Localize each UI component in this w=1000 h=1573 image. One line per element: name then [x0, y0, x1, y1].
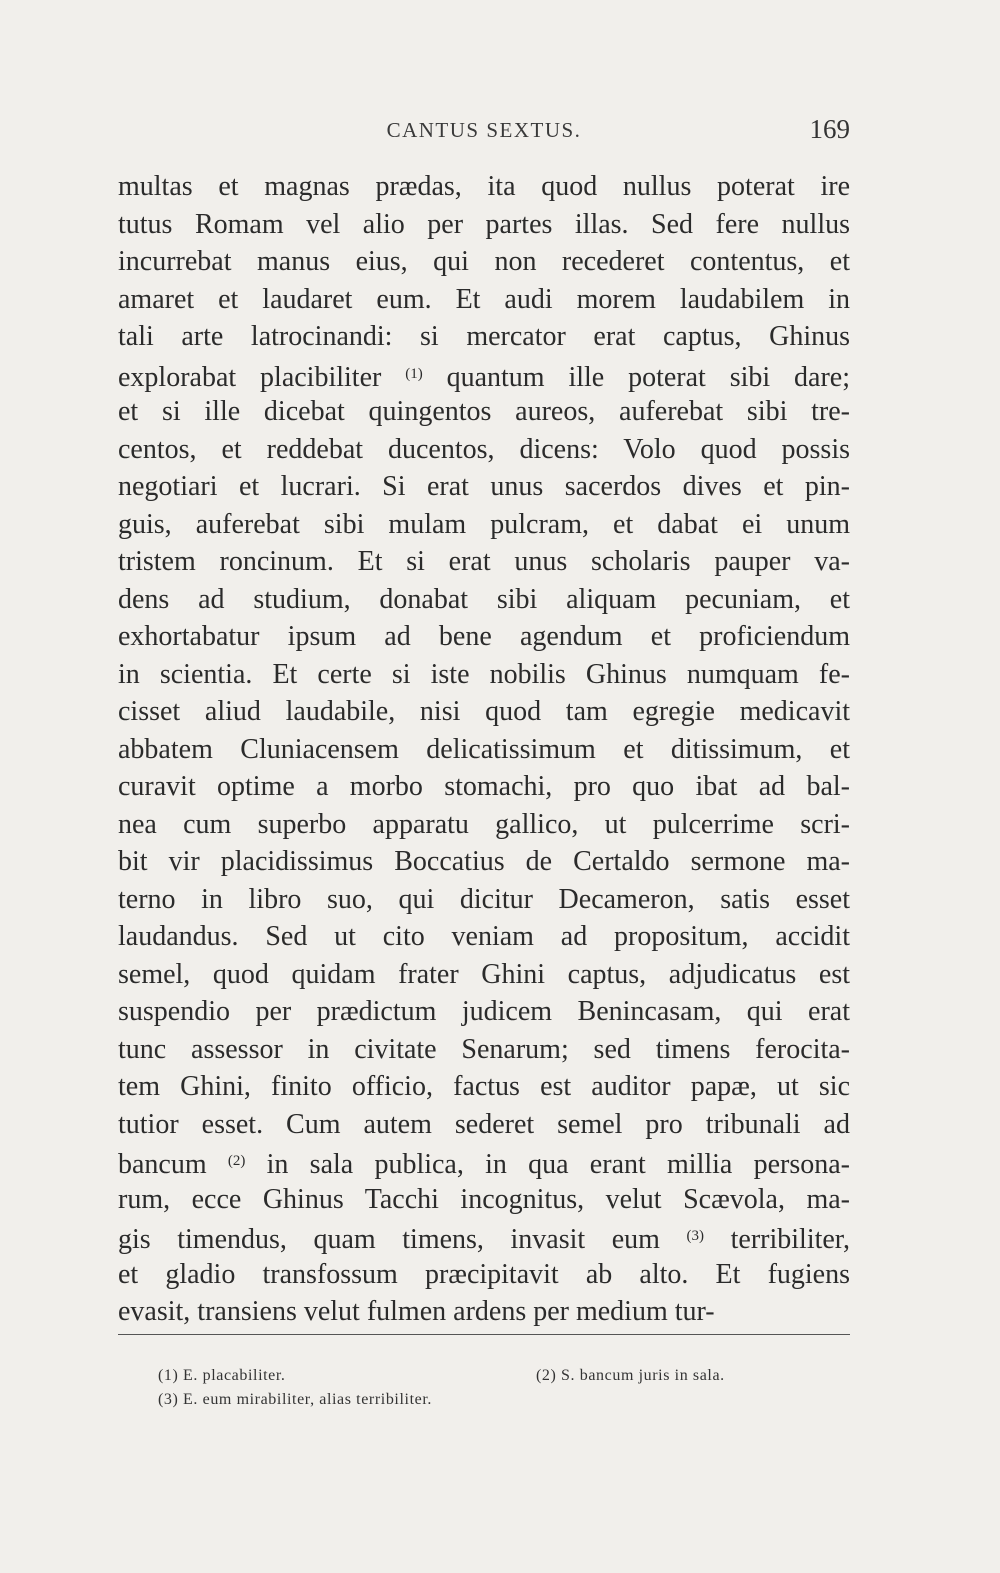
text-line: tunc assessor in civitate Senarum; sed timens ferocita-	[118, 1033, 850, 1065]
footnote-2: (2) S. bancum juris in sala.	[536, 1367, 725, 1384]
text-line: tristem roncinum. Et si erat unus scholaris pauper va-	[118, 546, 850, 577]
text-line: dens ad studium, donabat sibi aliquam pecuniam, et	[118, 583, 850, 615]
footnote-3: (3) E. eum mirabiliter, alias terribiliter.	[158, 1391, 432, 1408]
footnote-row	[158, 1364, 808, 1388]
text-line: tutus Romam vel alio per partes illas. Sed fere nullus	[118, 208, 850, 240]
text-line: centos, et reddebat ducentos, dicens: Volo quod possis	[118, 433, 850, 465]
text-line: exhortabatur ipsum ad bene agendum et proficiendum	[118, 621, 850, 652]
footnotes	[158, 1364, 808, 1412]
text-line: amaret et laudaret eum. Et audi morem laudabilem in	[118, 283, 850, 315]
text-line: tali arte latrocinandi: si mercator erat captus, Ghinus	[118, 321, 850, 352]
text-line: curavit optime a morbo stomachi, pro quo ibat ad bal-	[118, 771, 850, 802]
body-text	[118, 168, 850, 1331]
text-line: negotiari et lucrari. Si erat unus sacerdos dives et pin-	[118, 471, 850, 502]
text-line: abbatem Cluniacensem delicatissimum et ditissimum, et	[118, 733, 850, 765]
text-line	[118, 1143, 850, 1181]
text-line: in scientia. Et certe si iste nobilis Ghinus numquam fe-	[118, 658, 850, 690]
page-number: 169	[809, 114, 850, 144]
text-line: rum, ecce Ghinus Tacchi incognitus, velut Scævola, ma-	[118, 1183, 850, 1215]
text-line: semel, quod quidam frater Ghini captus, adjudicatus est	[118, 958, 850, 990]
text-line: nea cum superbo apparatu gallico, ut pulcerrime scri-	[118, 808, 850, 840]
text-line: terno in libro suo, qui dicitur Decameron, satis esset	[118, 883, 850, 915]
text-line: suspendio per prædictum judicem Benincasam, qui erat	[118, 996, 850, 1027]
running-title: CANTUS SEXTUS.	[386, 118, 582, 142]
footnote-ref-1: (1)	[405, 365, 423, 382]
text-line	[118, 1218, 850, 1256]
text-segment: bancum	[118, 1149, 207, 1180]
text-line: bit vir placidissimus Boccatius de Certaldo sermone ma-	[118, 846, 850, 877]
text-line: tutior esset. Cum autem sederet semel pro tribunali ad	[118, 1108, 850, 1140]
text-line: evasit, transiens velut fulmen ardens per medium tur-	[118, 1296, 715, 1327]
text-line: incurrebat manus eius, qui non recederet contentus, et	[118, 246, 850, 277]
footnote-row	[158, 1388, 808, 1412]
text-line: multas et magnas prædas, ita quod nullus poterat ire	[118, 171, 850, 202]
text-line: et gladio transfossum præcipitavit ab alto. Et fugiens	[118, 1258, 850, 1290]
text-segment: explorabat placibiliter	[118, 361, 382, 393]
footnote-divider	[118, 1334, 850, 1335]
text-line: laudandus. Sed ut cito veniam ad propositum, accidit	[118, 921, 850, 952]
footnote-ref-3: (3)	[686, 1228, 705, 1244]
text-line: tem Ghini, finito officio, factus est auditor papæ, ut sic	[118, 1071, 850, 1102]
text-line: cisset aliud laudabile, nisi quod tam egregie medicavit	[118, 696, 850, 727]
text-segment: terribiliter,	[704, 1224, 851, 1255]
footnote-1: (1) E. placabiliter.	[158, 1367, 286, 1384]
text-segment: gis timendus, quam timens, invasit eum	[118, 1224, 660, 1255]
running-head	[118, 114, 850, 154]
footnote-ref-2: (2)	[227, 1153, 246, 1169]
text-segment: in sala publica, in qua erant millia persona-	[245, 1149, 850, 1180]
text-line	[118, 356, 850, 394]
text-line: guis, auferebat sibi mulam pulcram, et dabat ei unum	[118, 508, 850, 540]
text-segment: quantum ille poterat sibi dare;	[422, 361, 851, 393]
text-line: et si ille dicebat quingentos aureos, auferebat sibi tre-	[118, 396, 850, 427]
